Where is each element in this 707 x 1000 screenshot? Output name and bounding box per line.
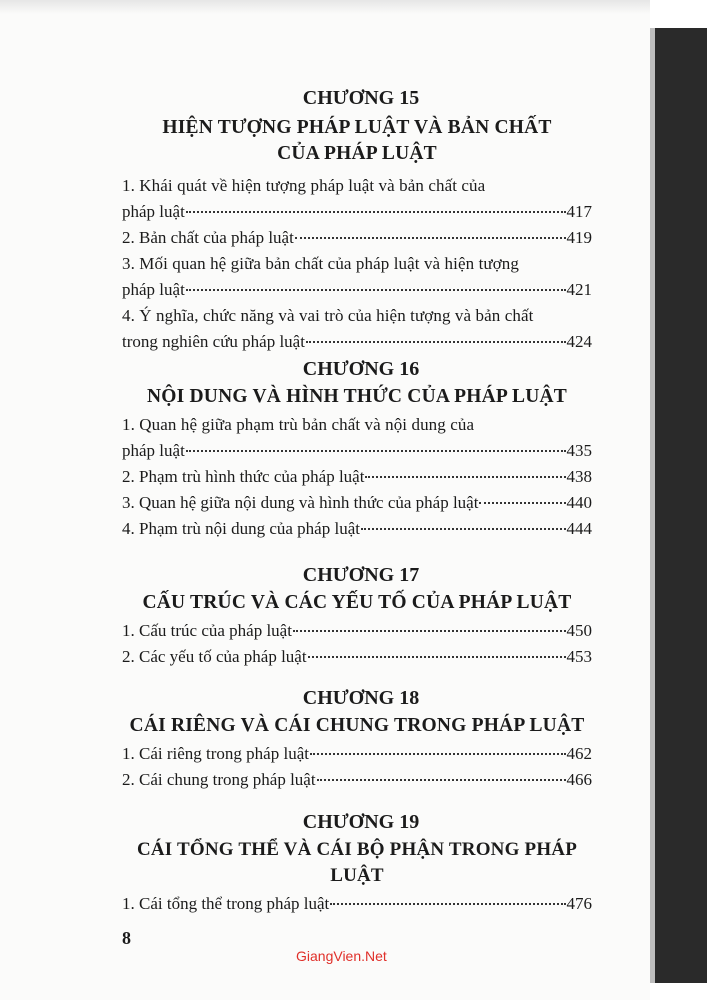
toc-entry-text: 4. Phạm trù nội dung của pháp luật [122, 519, 360, 538]
page-ref: 435 [566, 441, 592, 460]
toc-entry[interactable] [122, 251, 592, 303]
toc-entry[interactable] [122, 891, 592, 917]
toc-entry-text: 1. Cấu trúc của pháp luật [122, 621, 292, 640]
toc-entry-text: 2. Phạm trù hình thức của pháp luật [122, 467, 365, 486]
leader-dots [310, 753, 566, 755]
leader-dots [365, 476, 565, 478]
toc-entry-text: 4. Ý nghĩa, chức năng và vai trò của hiện tượng và bản chất [122, 306, 534, 325]
toc-entry[interactable] [122, 490, 592, 516]
leader-dots [293, 630, 566, 632]
page-ref: 419 [566, 228, 592, 247]
toc-entry-text: 1. Quan hệ giữa phạm trù bản chất và nội dung của [122, 415, 475, 434]
chapter-number: CHƯƠNG 18 [302, 687, 420, 709]
leader-dots [186, 450, 566, 452]
page-ref: 424 [566, 332, 592, 351]
toc-entry-text: trong nghiên cứu pháp luật [122, 332, 305, 351]
leader-dots [330, 903, 565, 905]
chapter-number: CHƯƠNG 19 [302, 811, 420, 833]
chapter-19 [122, 810, 592, 917]
chapter-title: HIỆN TƯỢNG PHÁP LUẬT VÀ BẢN CHẤT [162, 117, 552, 138]
chapter-title: CẤU TRÚC VÀ CÁC YẾU TỐ CỦA PHÁP LUẬT [142, 592, 572, 613]
toc-entry[interactable] [122, 412, 592, 464]
leader-dots [308, 656, 566, 658]
page-ref: 440 [566, 493, 592, 512]
chapter-title: NỘI DUNG VÀ HÌNH THỨC CỦA PHÁP LUẬT [147, 386, 567, 407]
toc-entry[interactable] [122, 303, 592, 355]
toc-entry-text: pháp luật [122, 202, 185, 221]
toc-entry-text: pháp luật [122, 441, 185, 460]
chapter-title-continued: CỦA PHÁP LUẬT [277, 143, 437, 164]
chapter-17 [122, 563, 592, 670]
toc-entry-text: 2. Các yếu tố của pháp luật [122, 647, 307, 666]
page-ref: 453 [566, 647, 592, 666]
book-binding [655, 28, 707, 983]
toc-entry[interactable] [122, 225, 592, 251]
toc-entry-text: 1. Cái tổng thể trong pháp luật [122, 894, 330, 913]
leader-dots [186, 211, 566, 213]
leader-dots [317, 779, 566, 781]
leader-dots [295, 237, 566, 239]
toc-entry[interactable] [122, 516, 592, 542]
toc-entry[interactable] [122, 618, 592, 644]
leader-dots [361, 528, 566, 530]
toc-entry[interactable] [122, 741, 592, 767]
leader-dots [479, 502, 565, 504]
toc-entry-text: 1. Khái quát về hiện tượng pháp luật và bản chất của [122, 176, 486, 195]
chapter-15 [122, 86, 592, 355]
toc-entry[interactable] [122, 173, 592, 225]
chapter-16 [122, 357, 592, 542]
page-ref: 476 [566, 894, 592, 913]
chapter-18 [122, 686, 592, 793]
leader-dots [306, 341, 566, 343]
page-ref: 466 [566, 770, 592, 789]
chapter-number: CHƯƠNG 17 [302, 564, 420, 586]
page-number: 8 [122, 928, 131, 948]
watermark: GiangVien.Net [296, 948, 387, 964]
toc-entry-text: pháp luật [122, 280, 185, 299]
page-ref: 421 [566, 280, 592, 299]
chapter-title: CÁI TỔNG THỂ VÀ CÁI BỘ PHẬN TRONG PHÁP LUẬT [136, 839, 578, 886]
toc-entry[interactable] [122, 464, 592, 490]
leader-dots [186, 289, 566, 291]
toc-entry[interactable] [122, 767, 592, 793]
chapter-number: CHƯƠNG 16 [302, 358, 420, 380]
toc-entry-text: 2. Cái chung trong pháp luật [122, 770, 316, 789]
page-ref: 450 [566, 621, 592, 640]
page-ref: 462 [566, 744, 592, 763]
toc-entry-text: 3. Quan hệ giữa nội dung và hình thức của pháp luật [122, 493, 479, 512]
page-ref: 438 [566, 467, 592, 486]
page-shadow [0, 0, 650, 14]
chapter-number: CHƯƠNG 15 [302, 87, 420, 109]
toc-entry[interactable] [122, 644, 592, 670]
page-ref: 417 [566, 202, 592, 221]
toc-entry-text: 1. Cái riêng trong pháp luật [122, 744, 309, 763]
page-ref: 444 [566, 519, 592, 538]
toc-entry-text: 2. Bản chất của pháp luật [122, 228, 294, 247]
chapter-title: CÁI RIÊNG VÀ CÁI CHUNG TRONG PHÁP LUẬT [129, 715, 585, 736]
toc-entry-text: 3. Mối quan hệ giữa bản chất của pháp luật và hiện tượng [122, 254, 519, 273]
